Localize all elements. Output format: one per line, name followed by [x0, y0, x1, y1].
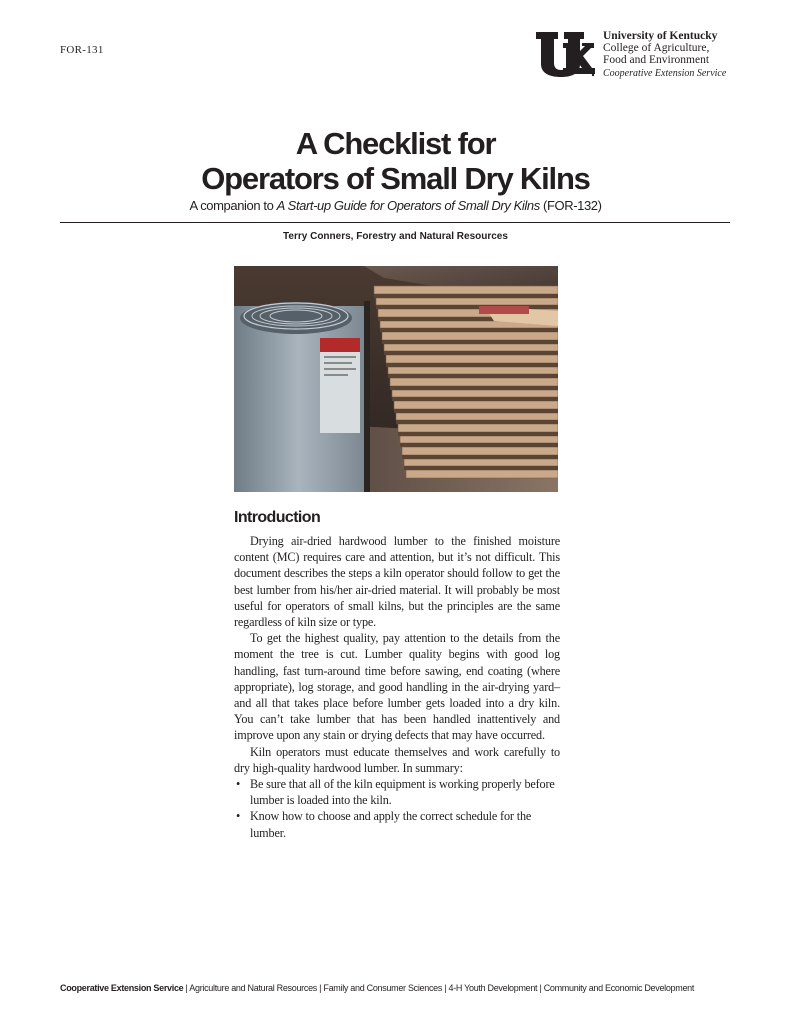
- footer-program-areas: [60, 983, 740, 993]
- university-name: University of Kentucky: [603, 30, 718, 42]
- footer-program-list: | Agriculture and Natural Resources | Family and Consumer Sciences | 4-H Youth Development | Community and Economic Development: [183, 983, 695, 993]
- subtitle-prefix: A companion to: [189, 198, 277, 213]
- subtitle: [0, 198, 791, 213]
- title-line2: Operators of Small Dry Kilns: [201, 161, 590, 196]
- introduction-heading: Introduction: [234, 509, 321, 526]
- intro-paragraph-2: To get the highest quality, pay attention to the details from the moment the tree is cut. Lumber quality begins with good log handling, fast turn-around time before sawing, end coating (where appropriate), log storage, and good handling in the air-drying yard–and all that takes place before lumber gets loaded into a dry kiln. You can’t take lumber that has been handled inattentively and improve upon any stain or drying defects that may have occurred.: [234, 631, 560, 743]
- title-line1: A Checklist for: [295, 126, 496, 161]
- publication-number: FOR-131: [60, 44, 104, 56]
- footer-lead: Cooperative Extension Service: [60, 983, 184, 993]
- summary-item-2: • Know how to choose and apply the correct schedule for the lumber.: [234, 808, 560, 840]
- dry-kiln-photo: [234, 266, 558, 492]
- college-line1: College of Agriculture,: [603, 42, 710, 54]
- service-name: Cooperative Extension Service: [603, 68, 727, 79]
- document-title: [0, 126, 791, 196]
- title-divider: [60, 222, 730, 223]
- introduction-body: [234, 533, 560, 841]
- summary-item-1: • Be sure that all of the kiln equipment is working properly before lumber is loaded into the kiln.: [234, 776, 560, 808]
- subtitle-suffix: (FOR-132): [539, 198, 602, 213]
- university-block: [603, 30, 726, 80]
- college-line2: Food and Environment: [603, 54, 710, 66]
- intro-paragraph-1: Drying air-dried hardwood lumber to the finished moisture content (MC) requires care and attention, but it’s not difficult. This document describes the steps a kiln operator should follow to get the best lumber from his/her air-dried material. It will probably be most useful for operators of small kilns, but the principles are the same regardless of kiln size or type.: [234, 534, 560, 630]
- uk-logo-icon: [535, 30, 595, 78]
- intro-paragraph-3: Kiln operators must educate themselves and work carefully to dry high-quality hardwood lumber. In summary:: [234, 744, 560, 775]
- subtitle-guide-title: A Start-up Guide for Operators of Small Dry Kilns: [276, 198, 540, 213]
- author-line: Terry Conners, Forestry and Natural Resources: [283, 231, 508, 242]
- summary-list: [234, 776, 560, 841]
